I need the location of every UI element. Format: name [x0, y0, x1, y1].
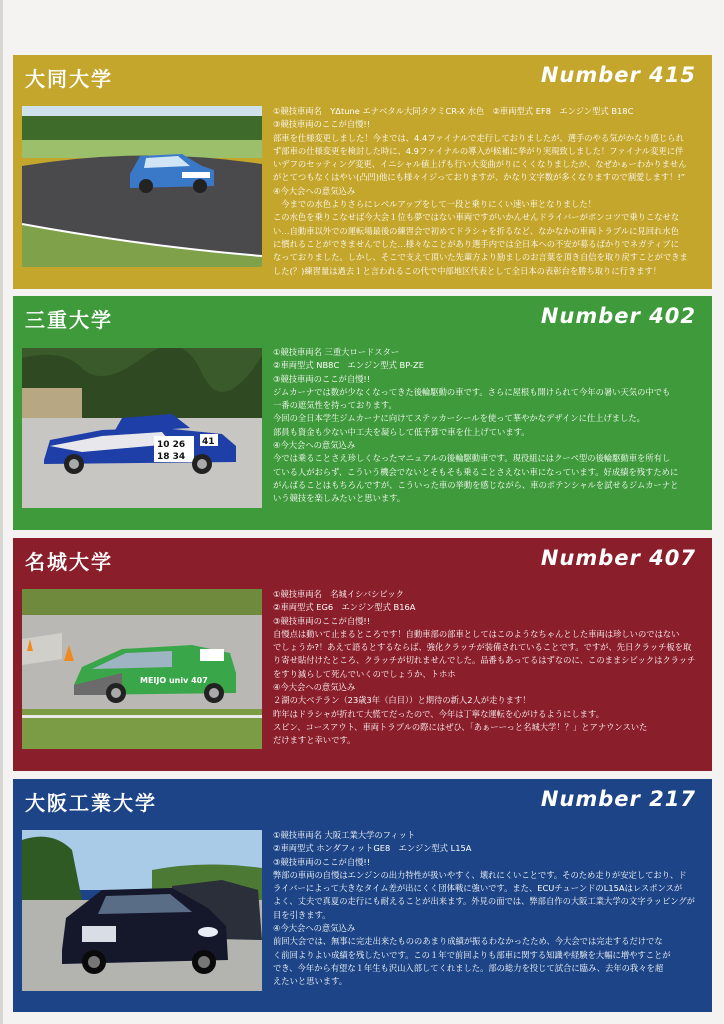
car-photo — [22, 106, 262, 267]
team-section-meijo — [13, 538, 712, 771]
team-section-mie — [13, 296, 712, 530]
text-line: ②車両型式 ホンダフィットGE8 エンジン型式 L15A — [273, 843, 472, 854]
university-name: 大同大学 — [25, 67, 113, 91]
text-line: 部車を仕様変更しました！今までは、4.4ファイナルで走行しておりましたが、選手のやる気がかなり感じられ — [273, 132, 684, 143]
text-line: えたいと思います。 — [273, 976, 348, 987]
race-plate-top: 10 26 — [157, 440, 186, 450]
car-body-text: MEIJO univ 407 — [140, 676, 208, 685]
text-line: でしょうか?！あえて語るとするならば、強化クラッチが装備されていることです。ですが、先日クラッチ板を取 — [273, 642, 692, 653]
text-line: ①競技車両名 名城イシバシビック — [273, 589, 404, 599]
university-name: 大阪工業大学 — [25, 791, 157, 815]
car-number: Number 407 — [540, 546, 696, 570]
text-line: 今では乗ることさえ珍しくなったマニュアルの後輪駆動車です。現役組にはクーペ型の後輪駆動車を所有し — [273, 453, 671, 464]
text-line: 弊部の車両の自慢はエンジンの出力特性が扱いやすく、壊れにくいことです。そのため走りが安定しており、ド — [273, 869, 687, 880]
text-line: 今までの水色よりさらにレベルアップをして一段と乗りにくい速い車となりました！ — [273, 199, 597, 210]
text-line: でき、今年から有望な１年生も沢山入部してくれました。部の総力を投じて試合に臨み、去年の我々を超 — [273, 962, 664, 973]
team-description — [273, 346, 704, 506]
text-line: 目を引きます。 — [273, 909, 331, 920]
text-line: 昨年はドラシャが折れて大慌てだったので、今年は丁寧な運転を心がけるようにします。 — [273, 708, 604, 719]
text-line: がんばることはもちろんですが、こういった車の挙動を感じながら、車のポテンシャルを試せるジムカーナと — [273, 479, 679, 490]
car-photo — [22, 348, 262, 508]
text-line: 前回大会では、無事に完走出来たもののあまり成績が振るわなかったため、今大会では完走するだけでな — [273, 936, 663, 947]
page-edge — [0, 0, 3, 1024]
car-number: Number 402 — [540, 304, 696, 328]
text-line: ④今大会への意気込み — [273, 682, 356, 693]
team-description — [273, 829, 704, 989]
text-line: をすり減らして死んでいくのでしょうか、トホホ — [273, 668, 456, 679]
text-line: ず部車の仕様変更を検討した時に、4.9ファイナルの導入が候補に挙がり実現致しました！ファイナル変更に伴 — [273, 145, 684, 156]
text-line: 部員も資金も少ない中工夫を凝らして低予算で車を仕上げています。 — [273, 426, 530, 437]
text-line: ライバーによって大きなタイム差が出にくく団体戦に強いです。また、ECUチューンドのL15Aはレスポンスが — [273, 883, 683, 894]
text-line: に慣れることができませんでした…様々なことがあり選手内では全日本への不安が募るばかりでネガティブに — [273, 238, 679, 249]
text-line: スピン、コースアウト、車両トラブルの際にはぜひ、「あぁーーっと名城大学！？」とアナウンスいた — [273, 721, 648, 732]
text-line: い…自動車以外での運転場最後の練習会で初めてドラシャを折るなど、なかなかの車両トラブルに見回れ水色 — [273, 225, 679, 236]
university-name: 三重大学 — [25, 308, 113, 332]
team-section-daido — [13, 55, 712, 289]
text-line: 一番の遮気性を持っております。 — [273, 400, 397, 411]
text-line: 今回の全日本学生ジムカーナに向けてステッカーシールを使って華やかなデザインに仕上げました。 — [273, 413, 645, 424]
text-line: ④今大会への意気込み — [273, 923, 356, 934]
text-line: ③競技車両のここが自慢!! — [273, 856, 371, 867]
text-line: ている人がおらず、こういう機会でないとそもそも乗ることさえない車になっています。好成績を残すために — [273, 466, 679, 477]
text-line: ③競技車両のここが自慢!! — [273, 373, 371, 384]
text-line: り寄せ貼付けたところ、クラッチが切れませんでした。品番もあってるはずなのに、このままシビックはクラッチ — [273, 655, 696, 666]
university-name: 名城大学 — [25, 550, 113, 574]
text-line: いう競技を楽しみたいと思います。 — [273, 493, 406, 504]
text-line: よく、丈夫で真夏の走行にも耐えることが出来ます。外見の面では、弊部自作の大阪工業大学の文字ラッピングが — [273, 896, 695, 907]
team-description — [273, 588, 704, 748]
text-line: ２湖の大ベテラン（23歳3年（白目））と期待の新人2人が走ります！ — [273, 695, 531, 706]
text-line: ④今大会への意気込み — [273, 440, 356, 451]
car-number-sticker: 41 — [202, 437, 215, 447]
car-photo — [22, 830, 262, 991]
text-line: ③競技車両のここが自慢!! — [273, 119, 371, 130]
text-line: ①競技車両名 YΔtune エナベタル大同タクミCR-X 水色 ②車両型式 EF8 エンジン型式 B18C — [273, 106, 634, 116]
text-line: した(？)練習量は過去１と言われるこの代で中部地区代表として全日本の表彰台を勝ち取りに行きます！ — [273, 265, 662, 276]
text-line: ③競技車両のここが自慢!! — [273, 615, 371, 626]
car-number: Number 415 — [540, 63, 696, 87]
text-line: ジムカーナでは数が少なくなってきた後輪駆動の車です。さらに屋根も開けられて今年の暑い天気の中でも — [273, 386, 671, 397]
text-line: 自慢点は動いて止まるところです！自動車部の部車としてはこのようなちゃんとした車両は珍しいのではない — [273, 628, 680, 639]
text-line: この水色を乗りこなせば今大会１位も夢ではない車両ですがいかんせんドライバーがポンコツで乗りこなせな — [273, 212, 680, 223]
text-line: ①競技車両名 大阪工業大学のフィット — [273, 830, 416, 840]
text-line: がとてつもなくはやい(凸凹)他にも様々イジっておりますが、かなり文字数が多くなりますので割愛します！!” — [273, 172, 686, 183]
text-line: く前回よりよい成績を残したいです。この１年で前回よりも部車に関する知識や経験を大幅に増やすことが — [273, 949, 671, 960]
text-line: ①競技車両名 三重大ロードスター — [273, 347, 400, 357]
text-line: だけますと幸いです。 — [273, 735, 356, 746]
text-line: ②車両型式 EG6 エンジン型式 B16A — [273, 602, 416, 613]
text-line: いデフのセッティング変更、イニシャル値上げも行い大変曲がりにくくなりましたが、なぜかぁーわかりません — [273, 159, 687, 170]
text-line: ④今大会への意気込み — [273, 185, 356, 196]
text-line: ②車両型式 NB8C エンジン型式 BP-ZE — [273, 360, 424, 371]
team-section-oit — [13, 779, 712, 1012]
team-description — [273, 105, 704, 278]
text-line: なっておりました。しかし、そこで支えて頂いた先輩方より励ましのお言葉を頂き自信を取り戻すことができま — [273, 252, 688, 263]
car-photo — [22, 589, 262, 749]
car-number: Number 217 — [540, 787, 696, 811]
race-plate-bottom: 18 34 — [157, 452, 186, 462]
